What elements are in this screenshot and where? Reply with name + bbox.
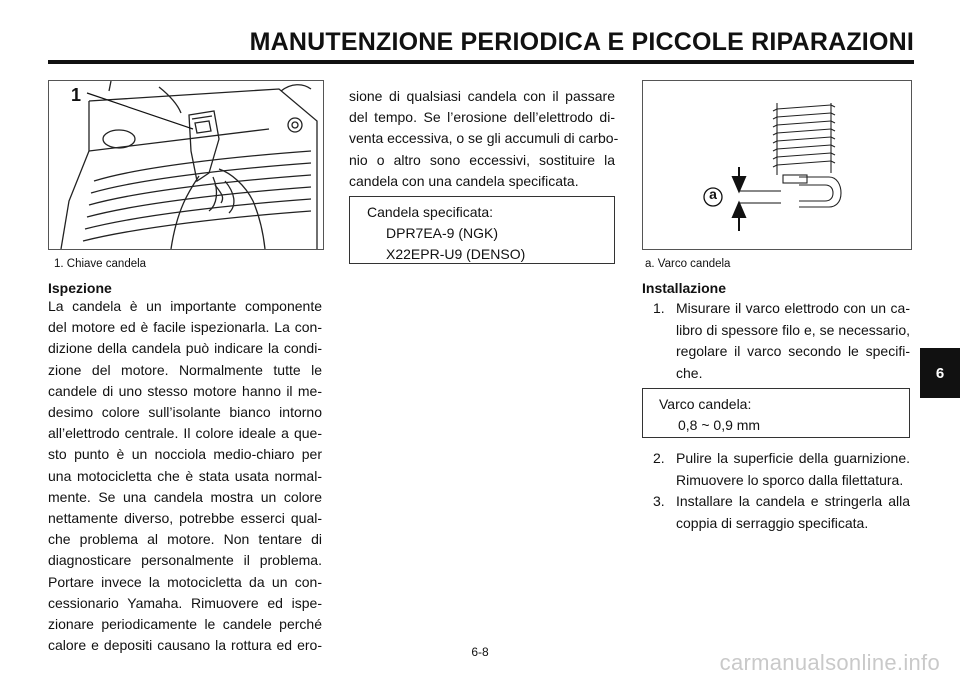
text-line: che problema al motore. Non tentare di bbox=[48, 531, 322, 548]
text-line: Installare la candela e stringerla alla bbox=[676, 493, 910, 509]
spec-label: Varco candela: bbox=[659, 396, 752, 412]
text-line: zione del motore. Normalmente tutte le bbox=[48, 361, 322, 378]
list-item bbox=[642, 448, 910, 491]
engine-illustration bbox=[49, 81, 323, 249]
text-line: del motore ed è facile ispezionarla. La con- bbox=[48, 319, 322, 336]
spec-box-gap bbox=[642, 388, 910, 438]
inspection-paragraph-continued bbox=[349, 86, 619, 192]
page-title: MANUTENZIONE PERIODICA E PICCOLE RIPARAZIONI bbox=[249, 28, 914, 56]
text-line: nettamente diverso, potrebbe esserci qual- bbox=[48, 510, 322, 527]
text-line: Pulire la superficie della guarnizione. bbox=[676, 450, 910, 466]
text-line: zionare periodicamente le candele perché bbox=[48, 616, 322, 633]
text-line: sto punto è un nocciola medio-chiaro per bbox=[48, 446, 322, 463]
text-line: all’elettrodo centrale. Il colore ideale a que- bbox=[48, 425, 322, 442]
text-line: che. bbox=[676, 364, 703, 381]
installation-steps bbox=[642, 298, 910, 384]
step-number: 2. bbox=[653, 450, 665, 466]
spec-label: Candela specificata: bbox=[367, 204, 494, 220]
text-line: La candela è un importante componente bbox=[48, 298, 322, 314]
text-line: mente. Se una candela mostra un colore bbox=[48, 488, 322, 505]
text-line: Rimuovere lo sporco dalla filettatura. bbox=[676, 471, 904, 488]
figure-callout-1: 1 bbox=[71, 85, 82, 105]
text-line: Misurare il varco elettrodo con un ca- bbox=[676, 300, 910, 316]
figure-caption-left: 1. Chiave candela bbox=[54, 258, 147, 270]
text-line: sione di qualsiasi candela con il passare bbox=[349, 88, 615, 104]
section-heading-inspection: Ispezione bbox=[48, 280, 112, 296]
figure-spark-plug-gap bbox=[642, 80, 912, 250]
text-line: nio o altro sono eccessivi, sostituire la bbox=[349, 151, 615, 168]
text-line: coppia di serraggio specificata. bbox=[676, 514, 869, 531]
text-line: desimo colore sull’isolante bianco intorno bbox=[48, 404, 322, 421]
installation-steps-continued bbox=[642, 448, 910, 534]
text-line: del tempo. Se l’erosione dell’elettrodo di- bbox=[349, 109, 615, 126]
text-line: cessionario Yamaha. Rimuovere ed ispe- bbox=[48, 594, 322, 611]
text-line: libro di spessore filo e, se necessario, bbox=[676, 321, 910, 338]
text-line: regolare il varco secondo le specifi- bbox=[676, 343, 910, 359]
inspection-paragraph bbox=[48, 296, 322, 656]
figure-callout-a: a bbox=[709, 186, 717, 202]
spec-value: DPR7EA-9 (NGK) bbox=[386, 225, 499, 241]
list-item bbox=[642, 491, 910, 534]
text-line: diagnosticare personalmente il problema. bbox=[48, 552, 322, 569]
text-line: dizione della candela può indicare la condi- bbox=[48, 340, 322, 357]
text-line: candele di uno stesso motore hanno il me- bbox=[48, 382, 322, 399]
watermark: carmanualsonline.info bbox=[719, 650, 940, 675]
title-rule bbox=[48, 60, 914, 64]
figure-caption-right: a. Varco candela bbox=[645, 258, 731, 270]
section-heading-installation: Installazione bbox=[642, 280, 727, 296]
spec-value: X22EPR-U9 (DENSO) bbox=[386, 246, 526, 262]
chapter-tab: 6 bbox=[920, 348, 960, 398]
list-item bbox=[642, 298, 910, 384]
spec-value: 0,8 ~ 0,9 mm bbox=[678, 417, 761, 433]
figure-spark-plug-wrench bbox=[48, 80, 324, 250]
text-line: candela con una candela specificata. bbox=[349, 172, 579, 189]
spec-box-spark-plug bbox=[349, 196, 615, 264]
page-number: 6-8 bbox=[471, 645, 489, 659]
text-line: venta eccessiva, o se gli accumuli di carbo- bbox=[349, 130, 619, 147]
spark-plug-gap-illustration bbox=[643, 81, 911, 249]
step-number: 1. bbox=[653, 300, 665, 316]
text-line: una motocicletta che è stata usata normal- bbox=[48, 467, 322, 484]
step-number: 3. bbox=[653, 493, 665, 509]
text-line: Portare invece la motocicletta da un con- bbox=[48, 573, 322, 590]
text-line: calore e depositi causano la rottura ed ero- bbox=[48, 637, 322, 654]
